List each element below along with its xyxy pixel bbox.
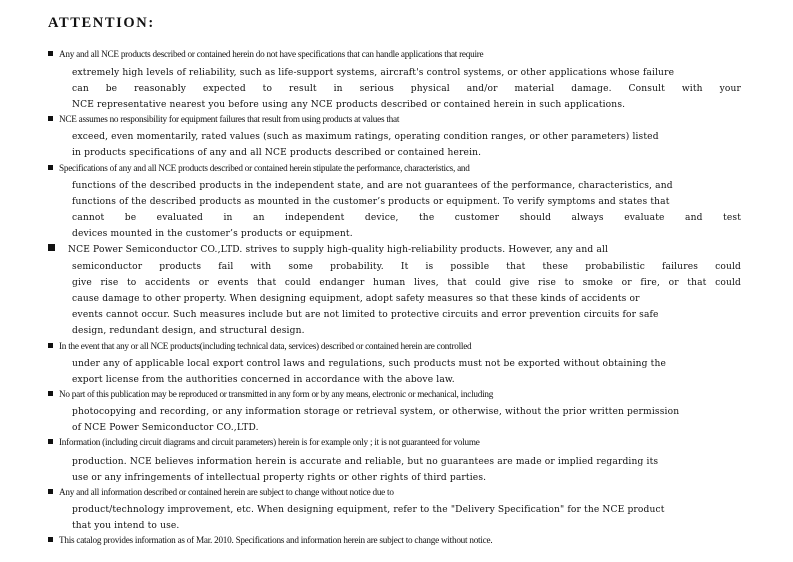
bullet-square-icon [48,51,53,56]
notice-continuation-line: cannot be evaluated in an independent device, the customer should always evaluate and test [72,213,741,223]
notice-continuation-line: design, redundant design, and structural design. [72,326,305,336]
notice-continuation-line: give rise to accidents or events that could endanger human lives, that could give rise to smoke or fire, or that could [72,278,741,288]
notice-continuation-line: events cannot occur. Such measures include but are not limited to protective circuits and error prevention circuits for safe [72,310,659,320]
bullet-text: No part of this publication may be reproduced or transmitted in any form or by any means, electronic or mechanical, including [59,389,494,399]
notice-bullet-line [48,534,492,546]
page-title: ATTENTION: [48,15,155,31]
notice-continuation-line: in products specifications of any and all NCE products described or contained herein. [72,148,482,158]
bullet-text: NCE assumes no responsibility for equipment failures that result from using products at values that [59,114,400,124]
bullet-square-icon [48,165,53,170]
notice-bullet-line [48,113,399,125]
bullet-square-icon [48,244,55,251]
notice-continuation-line: that you intend to use. [72,521,180,531]
bullet-text: Specifications of any and all NCE products described or contained herein stipulate the performance, characteristics, and [59,163,470,173]
notice-bullet-line [48,388,493,400]
notice-continuation-line: of NCE Power Semiconductor CO.,LTD. [72,423,259,433]
notice-continuation-line: devices mounted in the customer’s products or equipment. [72,229,353,239]
bullet-square-icon [48,343,53,348]
notice-bullet-line [48,162,470,174]
bullet-square-icon [48,489,53,494]
notice-continuation-line: export license from the authorities concerned in accordance with the above law. [72,375,455,385]
notice-bullet-line [48,486,394,498]
notice-continuation-line: cause damage to other property. When designing equipment, adopt safety measures so that these kinds of accidents or [72,294,640,304]
notice-continuation-line: production. NCE believes information herein is accurate and reliable, but no guarantees are made or implied regarding its [72,457,659,467]
notice-continuation-line: photocopying and recording, or any information storage or retrieval system, or otherwise, without the prior written permission [72,407,680,417]
notice-continuation-line: product/technology improvement, etc. When designing equipment, refer to the "Delivery Specification" for the NCE product [72,505,665,515]
bullet-text: Any and all NCE products described or contained herein do not have specifications that can handle applications that require [59,49,484,59]
bullet-square-icon [48,391,53,396]
bullet-text: This catalog provides information as of Mar. 2010. Specifications and information herein are subject to change without notice. [59,535,493,545]
notice-continuation-line: under any of applicable local export control laws and regulations, such products must not be exported without obtaining the [72,359,667,369]
notice-continuation-line: can be reasonably expected to result in serious physical and/or material damage. Consult with your [72,84,741,94]
notice-continuation-line: exceed, even momentarily, rated values (such as maximum ratings, operating condition ranges, or other parameters) listed [72,132,659,142]
bullet-square-icon [48,116,53,121]
notice-continuation-line: functions of the described products as mounted in the customer’s products or equipment. To verify symptoms and states that [72,197,670,207]
bullet-text: In the event that any or all NCE products(including technical data, services) described or contained herein are controlled [59,341,472,351]
bullet-text: Any and all information described or contained herein are subject to change without notice due to [59,487,394,497]
notice-bullet-line [48,340,471,352]
notice-continuation-line: NCE representative nearest you before using any NCE products described or contained herein in such applications. [72,100,626,110]
bullet-square-icon [48,439,53,444]
notice-bullet-line [48,48,483,60]
notice-bullet-line [48,244,608,256]
bullet-text: Information (including circuit diagrams and circuit parameters) herein is for example only ; it is not guaranteed for volume [59,437,480,447]
notice-continuation-line: use or any infringements of intellectual property rights or other rights of third parties. [72,473,487,483]
bullet-text: NCE Power Semiconductor CO.,LTD. strives to supply high-quality high-reliability products. However, any and all [68,245,609,255]
notice-bullet-line [48,436,480,448]
bullet-square-icon [48,537,53,542]
notice-continuation-line: functions of the described products in the independent state, and are not guarantees of the performance, characteristics, and [72,181,673,191]
notice-continuation-line: semiconductor products fail with some probability. It is possible that these probabilistic failures could [72,262,741,272]
notice-continuation-line: extremely high levels of reliability, such as life-support systems, aircraft's control systems, or other applications whose failure [72,68,675,78]
